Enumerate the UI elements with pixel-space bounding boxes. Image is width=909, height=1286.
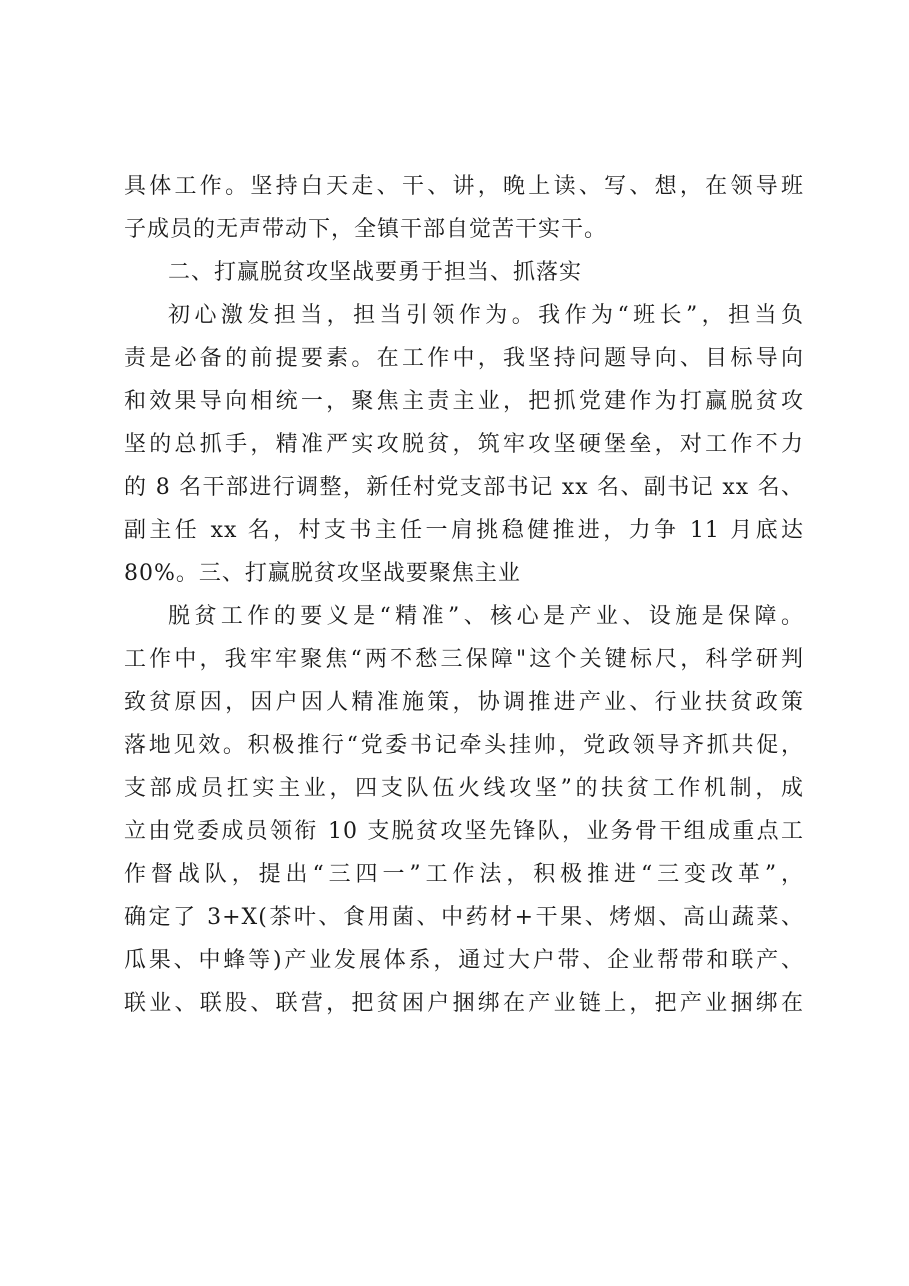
text-line: 副主任 xx 名，村支书主任一肩挑稳健推进，力争 11 月底达: [124, 518, 804, 543]
text-line: 确定了 3+X(茶叶、食用菌、中药材+干果、烤烟、高山蔬菜、: [124, 905, 804, 930]
text-line: 初心激发担当，担当引领作为。我作为“班长”，担当负: [168, 303, 804, 328]
text-line: 二、打赢脱贫攻坚战要勇于担当、抓落实: [168, 260, 583, 285]
text-line: 工作中，我牢牢聚焦“两不愁三保障"这个关键标尺，科学研判: [124, 647, 804, 672]
text-line: 和效果导向相统一，聚焦主责主业，把抓党建作为打赢脱贫攻: [124, 389, 804, 414]
text-line: 子成员的无声带动下，全镇干部自觉苦干实干。: [124, 217, 608, 242]
text-line: 联业、联股、联营，把贫困户捆绑在产业链上，把产业捆绑在: [124, 991, 804, 1016]
text-line: 落地见效。积极推行“党委书记牵头挂帅，党政领导齐抓共促，: [124, 733, 804, 758]
text-line: 致贫原因，因户因人精准施策，协调推进产业、行业扶贫政策: [124, 690, 804, 715]
text-line: 坚的总抓手，精准严实攻脱贫，筑牢攻坚硬堡垒，对工作不力: [124, 432, 804, 457]
document-body: [124, 165, 804, 1025]
text-line: 支部成员扛实主业，四支队伍火线攻坚”的扶贫工作机制，成: [124, 776, 804, 801]
text-line: 瓜果、中蜂等)产业发展体系，通过大户带、企业帮带和联产、: [124, 948, 804, 973]
text-line: 具体工作。坚持白天走、干、讲，晚上读、写、想，在领导班: [124, 174, 804, 199]
text-line: 作督战队，提出“三四一”工作法，积极推进“三变改革”，: [124, 862, 804, 887]
text-line: 责是必备的前提要素。在工作中，我坚持问题导向、目标导向: [124, 346, 804, 371]
text-line: 脱贫工作的要义是“精准”、核心是产业、设施是保障。: [168, 604, 804, 629]
text-line: 立由党委成员领衔 10 支脱贫攻坚先锋队，业务骨干组成重点工: [124, 819, 804, 844]
text-line: 的 8 名干部进行调整，新任村党支部书记 xx 名、副书记 xx 名、: [124, 475, 804, 500]
text-line: 80%。三、打赢脱贫攻坚战要聚焦主业: [124, 561, 521, 586]
